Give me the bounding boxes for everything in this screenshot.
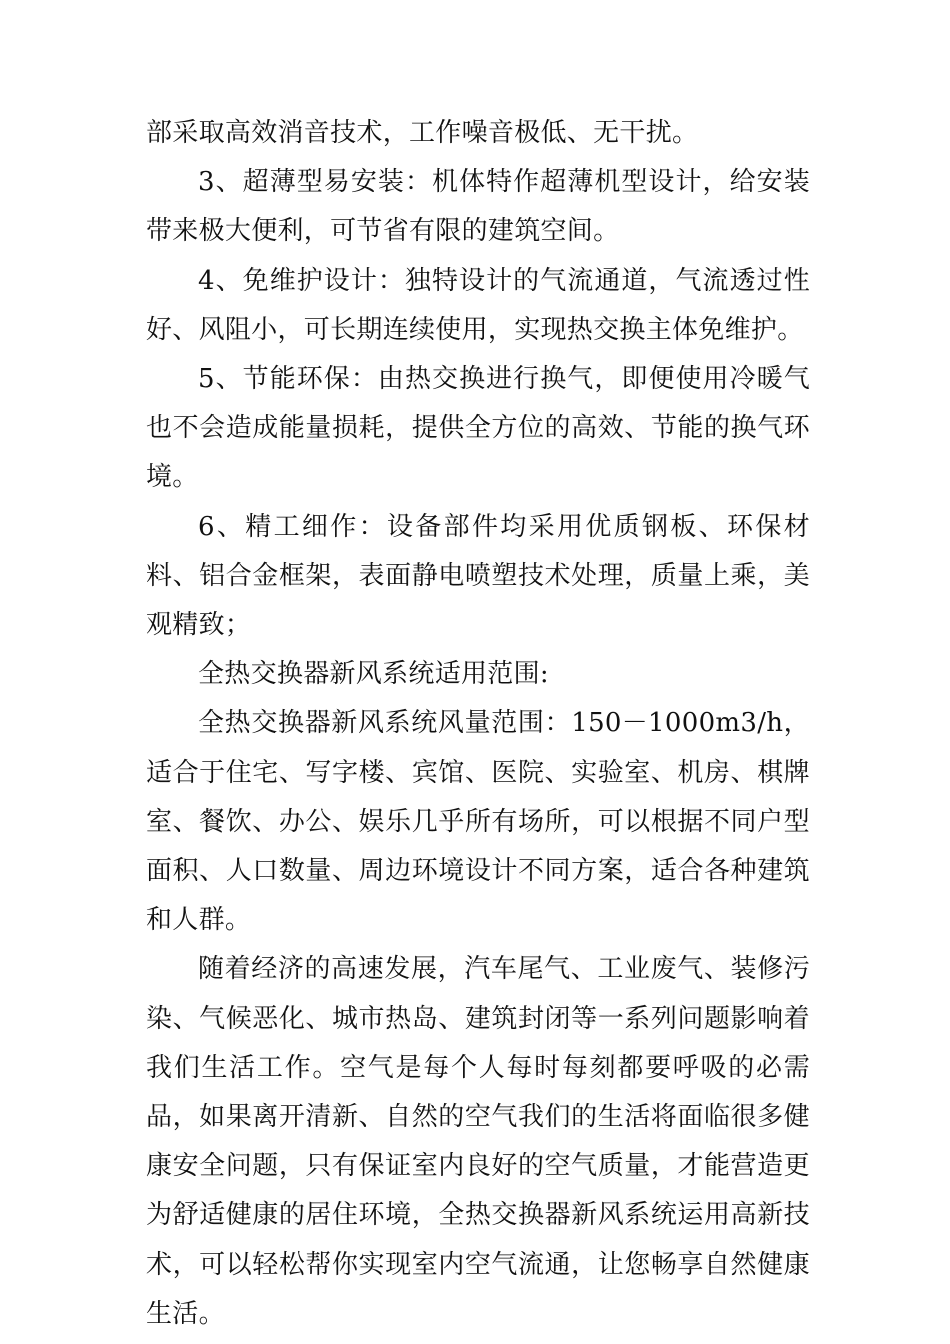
- paragraph-maintenance-free: 4、免维护设计：独特设计的气流通道，气流透过性好、风阻小，可长期连续使用，实现热交换主体免维护。: [146, 265, 810, 345]
- paragraph-continuation: 部采取高效消音技术，工作噪音极低、无干扰。: [146, 118, 699, 148]
- body-text: [146, 109, 810, 1339]
- paragraph-background: 随着经济的高速发展，汽车尾气、工业废气、装修污染、气候恶化、城市热岛、建筑封闭等一系列问题影响着我们生活工作。空气是每个人每时每刻都要呼吸的必需品，如果离开清新、自然的空气我们的生活将面临很多健康安全问题，只有保证室内良好的空气质量，才能营造更为舒适健康的居住环境，全热交换器新风系统运用高新技术，可以轻松帮你实现室内空气流通，让您畅享自然健康生活。: [146, 954, 810, 1329]
- paragraph-scope-heading: 全热交换器新风系统适用范围:: [198, 659, 549, 690]
- paragraph-energy-saving: 5、节能环保：由热交换进行换气，即便使用冷暖气也不会造成能量损耗，提供全方位的高效、节能的换气环境。: [146, 364, 810, 493]
- paragraph-airflow-range: 全热交换器新风系统风量范围：150－1000m3/h，适合于住宅、写字楼、宾馆、医院、实验室、机房、棋牌室、餐饮、办公、娱乐几乎所有场所，可以根据不同户型面积、人口数量、周边环境设计不同方案，适合各种建筑和人群。: [146, 708, 810, 936]
- paragraph-craftsmanship: 6、精工细作：设备部件均采用优质钢板、环保材料、铝合金框架，表面静电喷塑技术处理，质量上乘，美观精致；: [146, 511, 810, 641]
- paragraph-ultra-thin-install: 3、超薄型易安装：机体特作超薄机型设计，给安装带来极大便利，可节省有限的建筑空间。: [146, 167, 810, 247]
